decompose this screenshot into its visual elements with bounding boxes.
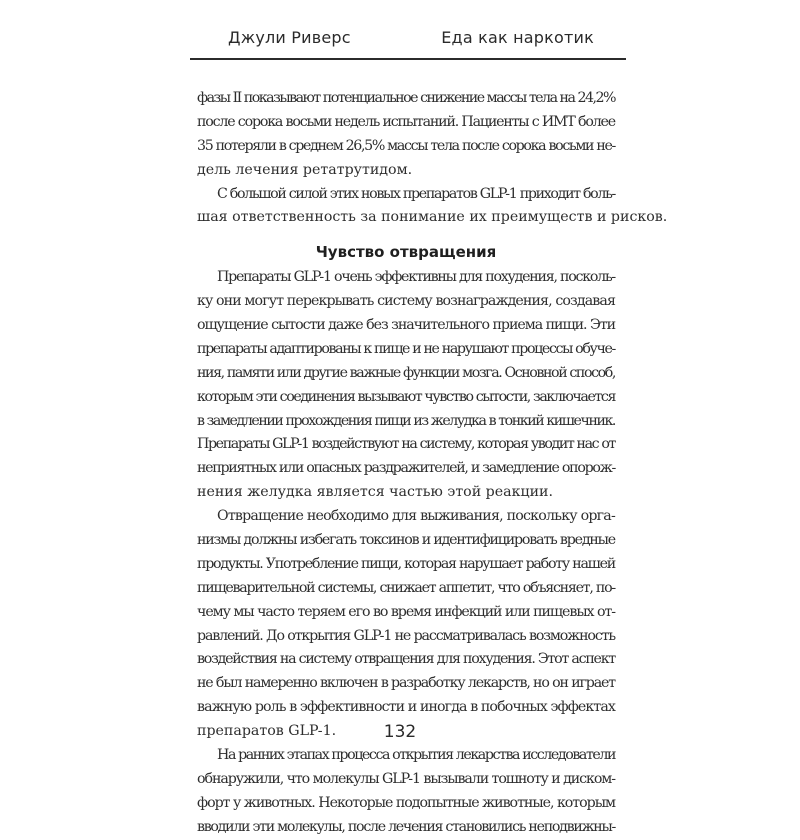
text-line: нения желудка является частью этой реакции. bbox=[197, 484, 554, 501]
text-line: важную роль в эффективности и иногда в побочных эффектах bbox=[197, 699, 615, 716]
text-line: шая ответственность за понимание их преимуществ и рисков. bbox=[197, 209, 668, 226]
text-line: ния, памяти или другие важные функции мозга. Основной способ, bbox=[197, 364, 615, 381]
text-line: которым эти соединения вызывают чувство сытости, заключается bbox=[197, 388, 615, 405]
section-heading: Чувство отвращения bbox=[315, 243, 497, 262]
text-line: фазы II показывают потенциальное снижение массы тела на 24,2% bbox=[197, 90, 615, 106]
text-line: С большой силой этих новых препаратов GLP-1 приходит боль- bbox=[217, 185, 615, 202]
header-book-title: Еда как наркотик bbox=[441, 28, 594, 47]
text-line: равлений. До открытия GLP-1 не рассматривалась возможность bbox=[197, 627, 615, 644]
header-author: Джули Риверс bbox=[228, 28, 351, 47]
text-line: Отвращение необходимо для выживания, поскольку орга- bbox=[217, 508, 615, 525]
text-line: в замедлении прохождения пищи из желудка в тонкий кишечник. bbox=[197, 412, 615, 429]
paragraph-1 bbox=[197, 87, 615, 183]
text-line: На ранних этапах процесса открытия лекарства исследователи bbox=[217, 747, 615, 764]
running-header bbox=[190, 24, 626, 54]
paragraph-4 bbox=[197, 505, 615, 744]
text-line: не был намеренно включен в разработку лекарств, но он играет bbox=[197, 675, 615, 692]
paragraph-5 bbox=[197, 744, 615, 840]
text-line: воздействия на систему отвращения для похудения. Этот аспект bbox=[197, 651, 615, 668]
text-line: Препараты GLP-1 очень эффективны для похудения, посколь- bbox=[217, 269, 615, 286]
text-line: дель лечения ретатрутидом. bbox=[197, 161, 413, 178]
text-line: 35 потеряли в среднем 26,5% массы тела после сорока восьми не- bbox=[197, 137, 615, 154]
text-line: форт у животных. Некоторые подопытные животные, которым bbox=[197, 794, 615, 811]
header-rule bbox=[190, 58, 626, 60]
text-line: обнаружили, что молекулы GLP-1 вызывали тошноту и диском- bbox=[197, 770, 615, 787]
text-line: после сорока восьми недель испытаний. Пациенты с ИМТ более bbox=[197, 113, 615, 130]
paragraph-2 bbox=[197, 183, 668, 231]
text-line: чему мы часто теряем его во время инфекций или пищевых от- bbox=[197, 603, 615, 620]
text-line: продукты. Употребление пищи, которая нарушает работу нашей bbox=[197, 555, 615, 572]
page-number: 132 bbox=[383, 722, 417, 742]
text-line: ку они могут перекрывать систему вознаграждения, создавая bbox=[197, 293, 615, 310]
text-line: неприятных или опасных раздражителей, и замедление опорож- bbox=[197, 460, 615, 477]
text-line: препараты адаптированы к пище и не нарушают процессы обуче- bbox=[197, 340, 615, 357]
text-line: пищеварительной системы, снижает аппетит, что объясняет, по- bbox=[197, 579, 615, 596]
text-line: Препараты GLP-1 воздействуют на систему, которая уводит нас от bbox=[197, 436, 615, 453]
text-line: препаратов GLP-1. bbox=[197, 723, 337, 740]
text-line: ощущение сытости даже без значительного приема пищи. Эти bbox=[197, 317, 615, 334]
text-line: низмы должны избегать токсинов и идентифицировать вредные bbox=[197, 532, 615, 549]
text-line: вводили эти молекулы, после лечения становились неподвижны- bbox=[197, 818, 615, 835]
paragraph-3 bbox=[197, 266, 615, 505]
